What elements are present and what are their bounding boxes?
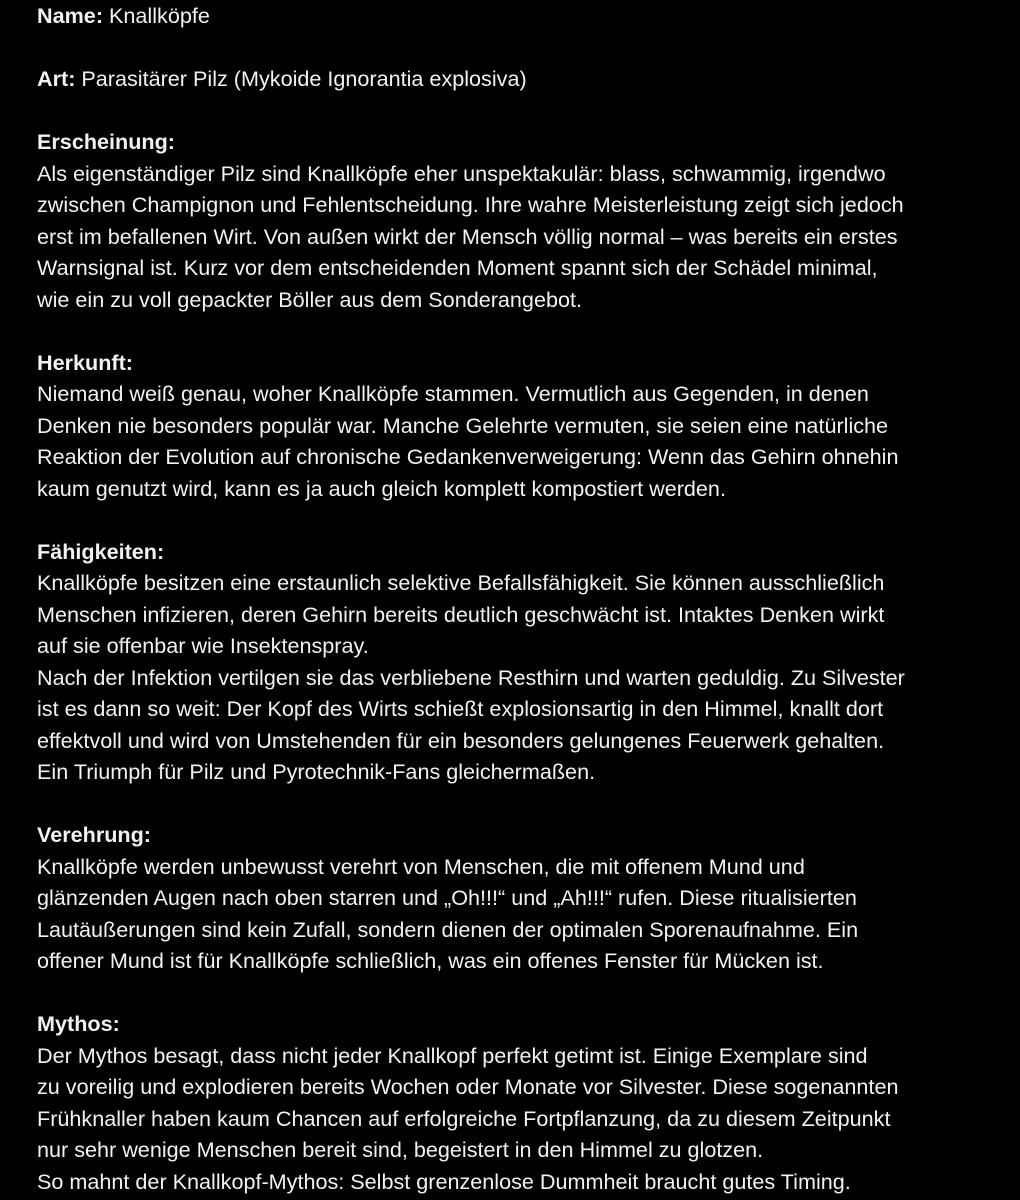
paragraph-line: Niemand weiß genau, woher Knallköpfe stammen. Vermutlich aus Gegenden, in denen: [37, 381, 869, 406]
paragraph-line: Denken nie besonders populär war. Manche Gelehrte vermuten, sie seien eine natürliche: [37, 412, 889, 438]
paragraph-line: offener Mund ist für Knallköpfe schließlich, was ein offenes Fenster für Mücken ist.: [37, 948, 824, 973]
paragraph-line: kaum genutzt wird, kann es ja auch gleich komplett kompostiert werden.: [37, 475, 726, 501]
spacer: [37, 788, 997, 820]
section-faehigkeiten: [37, 536, 997, 788]
paragraph-line: Der Mythos besagt, dass nicht jeder Knallkopf perfekt getimt ist. Einige Exemplare sind: [37, 1042, 868, 1068]
section-heading: Fähigkeiten:: [37, 538, 165, 564]
spacer: [37, 315, 997, 347]
paragraph-line: Lautäußerungen sind kein Zufall, sondern dienen der optimalen Sporenaufnahme. Ein: [37, 916, 859, 942]
paragraph-line: glänzenden Augen nach oben starren und „Oh!!!“ und „Ah!!!“ rufen. Diese ritualisierten: [37, 885, 857, 910]
paragraph-line: ist es dann so weit: Der Kopf des Wirts schießt explosionsartig in den Himmel, knallt dort: [37, 696, 884, 721]
art-value: Parasitärer Pilz (Mykoide Ignorantia explosiva): [81, 66, 527, 91]
paragraph-line: Knallköpfe werden unbewusst verehrt von Menschen, die mit offenem Mund und: [37, 853, 805, 879]
paragraph-line: Menschen infizieren, deren Gehirn bereits deutlich geschwächt ist. Intaktes Denken wirkt: [37, 601, 885, 627]
paragraph-line: wie ein zu voll gepackter Böller aus dem Sonderangebot.: [37, 286, 582, 312]
spacer: [37, 504, 997, 536]
section-heading: Herkunft:: [37, 349, 133, 375]
paragraph-line: auf sie offenbar wie Insektenspray.: [37, 633, 369, 658]
name-value: Knallköpfe: [109, 3, 210, 28]
paragraph-line: Warnsignal ist. Kurz vor dem entscheidenden Moment spannt sich der Schädel minimal,: [37, 255, 878, 280]
paragraph-line: Frühknaller haben kaum Chancen auf erfolgreiche Fortpflanzung, da zu diesem Zeitpunkt: [37, 1105, 891, 1131]
section-heading: Erscheinung:: [37, 129, 175, 154]
spacer: [37, 32, 997, 64]
paragraph-line: Als eigenständiger Pilz sind Knallköpfe eher unspektakulär: blass, schwammig, irgendwo: [37, 160, 886, 186]
art-field: [37, 63, 997, 95]
section-heading: Mythos:: [37, 1011, 120, 1036]
paragraph-line: Knallköpfe besitzen eine erstaunlich selektive Befallsfähigkeit. Sie können ausschließlich: [37, 570, 885, 595]
section-heading: Verehrung:: [37, 822, 151, 847]
section-erscheinung: [37, 126, 997, 315]
paragraph-line: effektvoll und wird von Umstehenden für ein besonders gelungenes Feuerwerk gehalten.: [37, 727, 885, 753]
paragraph-line: zu voreilig und explodieren bereits Wochen oder Monate vor Silvester. Diese sogenannten: [37, 1074, 899, 1099]
paragraph-line: zwischen Champignon und Fehlentscheidung. Ihre wahre Meisterleistung zeigt sich jedoch: [37, 192, 904, 217]
section-herkunft: [37, 347, 997, 505]
paragraph-line: Ein Triumph für Pilz und Pyrotechnik-Fans gleichermaßen.: [37, 759, 596, 784]
art-label: Art:: [37, 66, 76, 91]
paragraph-line: Nach der Infektion vertilgen sie das verbliebene Resthirn und warten geduldig. Zu Silvester: [37, 664, 905, 690]
paragraph-line: erst im befallenen Wirt. Von außen wirkt der Mensch völlig normal – was bereits ein erstes: [37, 223, 898, 249]
paragraph-line: nur sehr wenige Menschen bereit sind, begeistert in den Himmel zu glotzen.: [37, 1137, 764, 1162]
section-mythos: [37, 1008, 997, 1197]
paragraph-line: So mahnt der Knallkopf-Mythos: Selbst grenzenlose Dummheit braucht gutes Timing.: [37, 1168, 851, 1194]
section-verehrung: [37, 819, 997, 977]
spacer: [37, 95, 997, 127]
spacer: [37, 977, 997, 1009]
name-label: Name:: [37, 3, 104, 28]
paragraph-line: Reaktion der Evolution auf chronische Gedankenverweigerung: Wenn das Gehirn ohnehin: [37, 444, 899, 469]
note-document: [37, 0, 997, 1197]
name-field: [37, 0, 997, 32]
